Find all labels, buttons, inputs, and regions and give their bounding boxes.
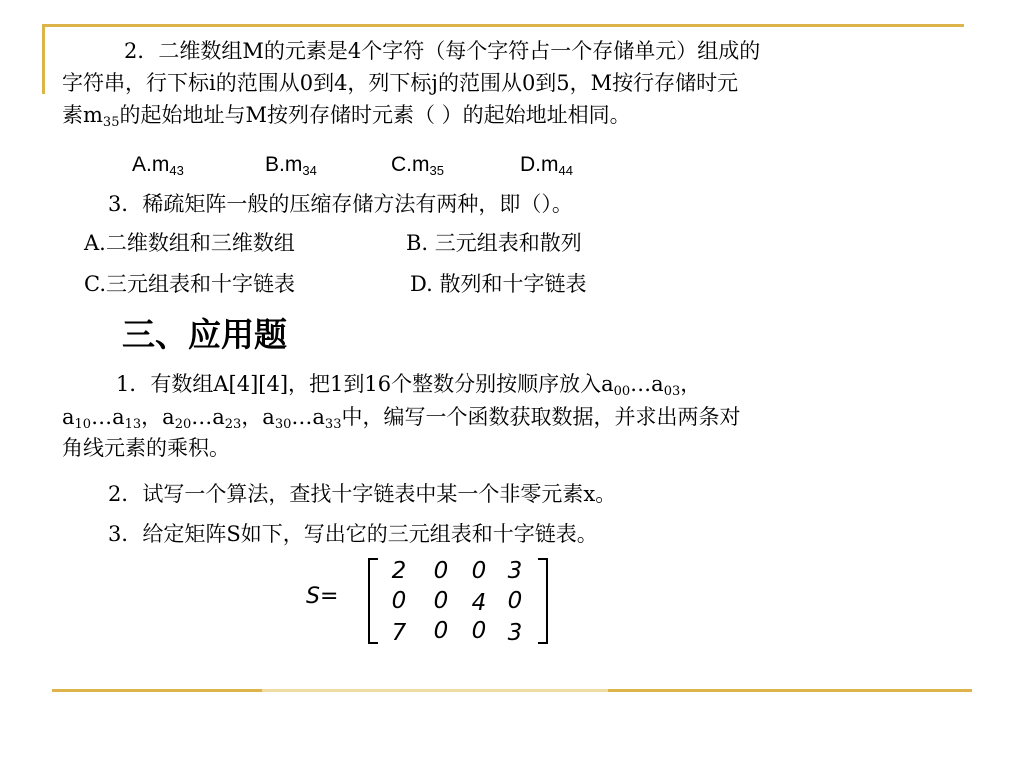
- q2-option-c: $C.m_{35}$: [391, 153, 444, 178]
- top-rule: [42, 24, 964, 27]
- q3-option-c: C.三元组表和十字链表: [84, 272, 295, 296]
- matrix-cell: 3: [507, 558, 523, 584]
- matrix-cell: 7: [391, 620, 407, 646]
- matrix-left-bracket: [368, 558, 378, 644]
- q2-line1: 2．二维数组M的元素是4个字符（每个字符占一个存储单元）组成的: [124, 39, 761, 63]
- p1-line3: 角线元素的乘积。: [62, 436, 230, 460]
- matrix-cell: 4: [471, 590, 487, 616]
- q2-option-a: $A.m_{43}$: [132, 153, 184, 178]
- left-rule: [42, 24, 45, 94]
- matrix-cell: 3: [507, 620, 523, 646]
- q3-option-d: D. 散列和十字链表: [410, 272, 587, 296]
- q3-option-b: B. 三元组表和散列: [406, 231, 582, 255]
- q2-line3-sub: 35: [102, 115, 120, 130]
- matrix-cell: 0: [433, 618, 449, 644]
- p2-text: 2．试写一个算法，查找十字链表中某一个非零元素x。: [108, 482, 617, 506]
- matrix-cell: 0: [471, 618, 487, 644]
- p1-line1: 1．有数组A[4][4]，把1到16个整数分别按顺序放入$a_{00}\dots a_{03}$，: [116, 372, 702, 399]
- q2-line3-post: 的起始地址与M按列存储时元素（ ）的起始地址相同。: [119, 103, 631, 127]
- q2-option-b: $B.m_{34}$: [265, 153, 317, 178]
- matrix-label: S=: [306, 584, 339, 609]
- bottom-rule-highlight: [262, 689, 608, 692]
- matrix-right-bracket: [538, 558, 548, 644]
- p3-text: 3．给定矩阵S如下，写出它的三元组表和十字链表。: [108, 522, 598, 546]
- matrix-cell: 0: [391, 588, 407, 614]
- q2-line3: [62, 101, 631, 130]
- q3-option-a: A.二维数组和三维数组: [84, 231, 295, 255]
- section-title: 三、应用题: [122, 315, 287, 354]
- matrix-cell: 0: [433, 558, 449, 584]
- q2-line2: 字符串，行下标i的范围从0到4，列下标j的范围从0到5，M按行存储时元: [62, 71, 739, 95]
- matrix-cell: 0: [433, 588, 449, 614]
- q2-option-d: $D.m_{44}$: [520, 153, 573, 178]
- matrix-cell: 0: [507, 588, 523, 614]
- q3-stem: 3．稀疏矩阵一般的压缩存储方法有两种，即（）。: [108, 192, 573, 216]
- p1-line2: $a_{10}\dots a_{13}$，$a_{20}\dots a_{23}$，$a_{30}\dots a_{33}$中，编写一个函数获取数据，并求出两条对: [62, 405, 741, 432]
- q2-line3-pre: 素m: [62, 103, 103, 127]
- matrix-cell: 0: [471, 558, 487, 584]
- matrix-s: [306, 556, 566, 644]
- matrix-cell: 2: [391, 558, 407, 584]
